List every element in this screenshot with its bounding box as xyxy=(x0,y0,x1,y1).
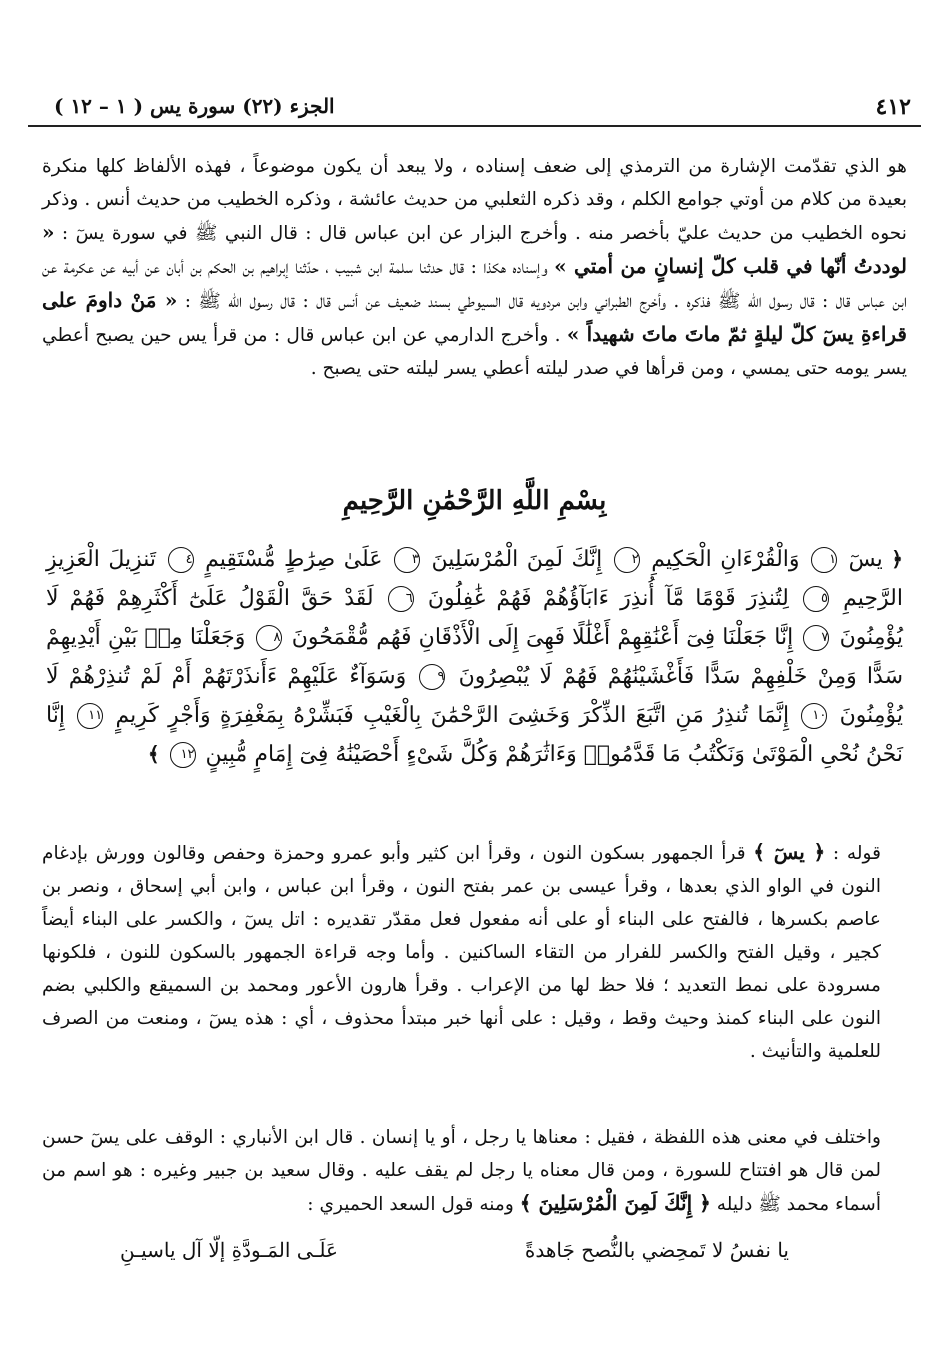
ayah-text: وَجَعَلْنَا مِنۢ بَيْنِ أَيْدِيهِمْ سَدًّا وَمِنْ خَلْفِهِمْ سَدًّا فَأَغْشَيْنَٰهُمْ فَهُمْ لَا يُبْصِرُونَ xyxy=(46,625,903,689)
hadith-quote-1: « لوددتُ أنّها في قلب كلّ إنسانٍ من أمتي » xyxy=(42,220,907,278)
ayah-number-marker: ١٠ xyxy=(801,703,827,729)
commentary-lead: قوله : xyxy=(832,843,881,864)
ayah-text: إِنَّكَ لَمِنَ الْمُرْسَلِينَ xyxy=(431,547,603,572)
ayah-number-marker: ١١ xyxy=(77,703,103,729)
intro-text: هو الذي تقدّمت الإشارة من الترمذي إلى ضعف إسناده ، ولا يبعد أن يكون موضوعاً ، فهذه الألفاظ كلها منكرة بعيدة من كلام من أوتي جوامع الكلم ، وقد ذكره الثعلبي من حديث عائشة ، وذكره الخطيب من حديث أنس . وذكر نحوه الخطيب من حديث عليّ بأخصر منه . وأخرج البزار عن ابن عباس قال : قال النبي ﷺ في سورة يسٓ : xyxy=(42,156,907,244)
ayah-text: لَقَدْ حَقَّ الْقَوْلُ عَلَىٰٓ أَكْثَرِهِمْ فَهُمْ لَا يُؤْمِنُونَ xyxy=(46,586,904,650)
running-title: الجزء (٢٢) سورة يس ( ١ – ١٢ ) xyxy=(54,94,335,118)
ayah-number-marker: ١ xyxy=(811,547,837,573)
ayah-text: لِتُنذِرَ قَوْمًا مَّآ أُنذِرَ ءَابَآؤُهُمْ فَهُمْ غَٰفِلُونَ xyxy=(427,586,789,611)
ayah-text: وَالْقُرْءَانِ الْحَكِيمِ xyxy=(651,547,800,572)
poem-verse xyxy=(120,1234,829,1274)
intro-continuation: وإسناده هكذا : قال حدثنا سلمة ابن شبيب ، حدّثنا إبراهيم بن الحكم بن أبان عن أبيه عن عكرمة عن ابن عباس قال : قال رسول الله ﷺ فذكره . وأخرج الطبراني وابن مردويه قال السيوطي بسند ضعيف عن أنس قال : قال رسول الله ﷺ : xyxy=(42,257,907,312)
ayah-number-marker: ٣ xyxy=(394,547,420,573)
ayah-number-marker: ٨ xyxy=(256,625,282,651)
page-header xyxy=(34,92,915,122)
ayah-number-marker: ١٢ xyxy=(170,742,196,768)
ayah-number-marker: ٥ xyxy=(803,586,829,612)
intro-paragraph xyxy=(42,150,907,385)
quran-open-bracket: ﴿ xyxy=(891,547,903,571)
poem-hemistich-2: عَلَـى المَـودَّةِ إلّا آل ياسيـنِ xyxy=(120,1238,338,1262)
commentary-term: ﴿ يسٓ ﴾ xyxy=(753,840,826,864)
ayah-text: إِنَّا جَعَلْنَا فِىٓ أَعْنَٰقِهِمْ أَغْلَٰلًا فَهِىَ إِلَى الْأَذْقَانِ فَهُم مُّقْمَحُونَ xyxy=(291,625,794,650)
basmala-heading: بِسْمِ اللَّهِ الرَّحْمَٰنِ الرَّحِيمِ xyxy=(342,486,607,516)
quran-close-bracket: ﴾ xyxy=(147,742,160,766)
ayah-text: تَنزِيلَ الْعَزِيزِ الرَّحِيمِ xyxy=(46,547,903,611)
hadith-quote-2: « مَنْ داومَ على قراءةِ يسٓ كلّ ليلةٍ ثمّ ماتَ ماتَ شهيداً » xyxy=(42,288,907,346)
ayah-number-marker: ٢ xyxy=(614,547,640,573)
ayah-text: وَسَوَآءٌ عَلَيْهِمْ ءَأَنذَرْتَهُمْ أَمْ لَمْ تُنذِرْهُمْ لَا يُؤْمِنُونَ xyxy=(46,664,904,728)
ayah-number-marker: ٤ xyxy=(168,547,194,573)
ayah-text: إِنَّا نَحْنُ نُحْىِ الْمَوْتَىٰ وَنَكْتُبُ مَا قَدَّمُوا۟ وَءَاثَٰرَهُمْ وَكُلَّ شَىْءٍ أَحْصَيْنَٰهُ فِىٓ إِمَامٍ مُّبِينٍ xyxy=(46,703,903,767)
commentary-text: قرأ الجمهور بسكون النون ، وقرأ ابن كثير وأبو عمرو وحمزة وحفص وقالون وورش بإدغام النون في الواو الذي بعدها ، وقرأ عيسى بن عمر بفتح النون ، وقرأ ابن عباس ، وابن أبي إسحاق ، ونصر بن عاصم بكسرها ، فالفتح على البناء أو على أنه مفعول فعل مقدّر تقديره : اتل يسٓ ، والكسر على البناء أيضاً كجير ، وقيل الفتح والكسر للفرار من التقاء الساكنين . وأما وجه قراءة الجمهور بالسكون للنون ، فلكونها مسرودة على نمط التعديد ؛ فلا حظ لها من الإعراب . وقرأ هارون الأعور ومحمد بن السميقع والكلبي بضم النون على البناء كمنذ وحيث وقط ، وقيل : على أنها خبر مبتدأ محذوف ، أي : هذه يسٓ ، ومنعت من الصرف للعلمية والتأنيث . xyxy=(42,843,881,1062)
intro-ending: . وأخرج الدارمي عن ابن عباس قال : من قرأ يس حين يصبح أعطي يسر يومه حتى يمسي ، ومن قرأها في صدر ليلته أعطي يسر ليلته حتى يصبح . xyxy=(42,325,907,379)
header-divider xyxy=(28,125,921,127)
meaning-verse-quote: ﴿ إِنَّكَ لَمِنَ الْمُرْسَلِينَ ﴾ xyxy=(519,1191,711,1215)
ayah-number-marker: ٦ xyxy=(388,586,414,612)
quran-verses-block xyxy=(46,540,903,774)
meaning-text-end: ومنه قول السعد الحميري : xyxy=(307,1194,514,1215)
ayah-number-marker: ٩ xyxy=(419,664,445,690)
ayah-number-marker: ٧ xyxy=(803,625,829,651)
ayah-text: يسٓ xyxy=(848,547,883,572)
meaning-paragraph xyxy=(42,1121,907,1221)
poem-hemistich-1: يا نفسُ لا تَمحِضي بالنُّصح جَاهدةً xyxy=(524,1238,789,1262)
commentary-paragraph xyxy=(42,836,907,1068)
ayah-text: إِنَّمَا تُنذِرُ مَنِ اتَّبَعَ الذِّكْرَ وَخَشِىَ الرَّحْمَٰنَ بِالْغَيْبِ فَبَشِّرْهُ بِمَغْفِرَةٍ وَأَجْرٍ كَرِيمٍ xyxy=(115,703,790,728)
meaning-text: واختلف في معنى هذه اللفظة ، فقيل : معناها يا رجل ، أو يا إنسان . قال ابن الأنباري : الوقف على يسٓ حسن لمن قال هو افتتاح للسورة ، ومن قال معناه يا رجل لم يقف عليه . وقال سعيد بن جبير وغيره : هو اسم من أسماء محمد ﷺ دليله xyxy=(42,1127,881,1215)
ayah-text: عَلَىٰ صِرَٰطٍ مُّسْتَقِيمٍ xyxy=(205,547,383,572)
page-number: ٤١٢ xyxy=(875,94,911,120)
